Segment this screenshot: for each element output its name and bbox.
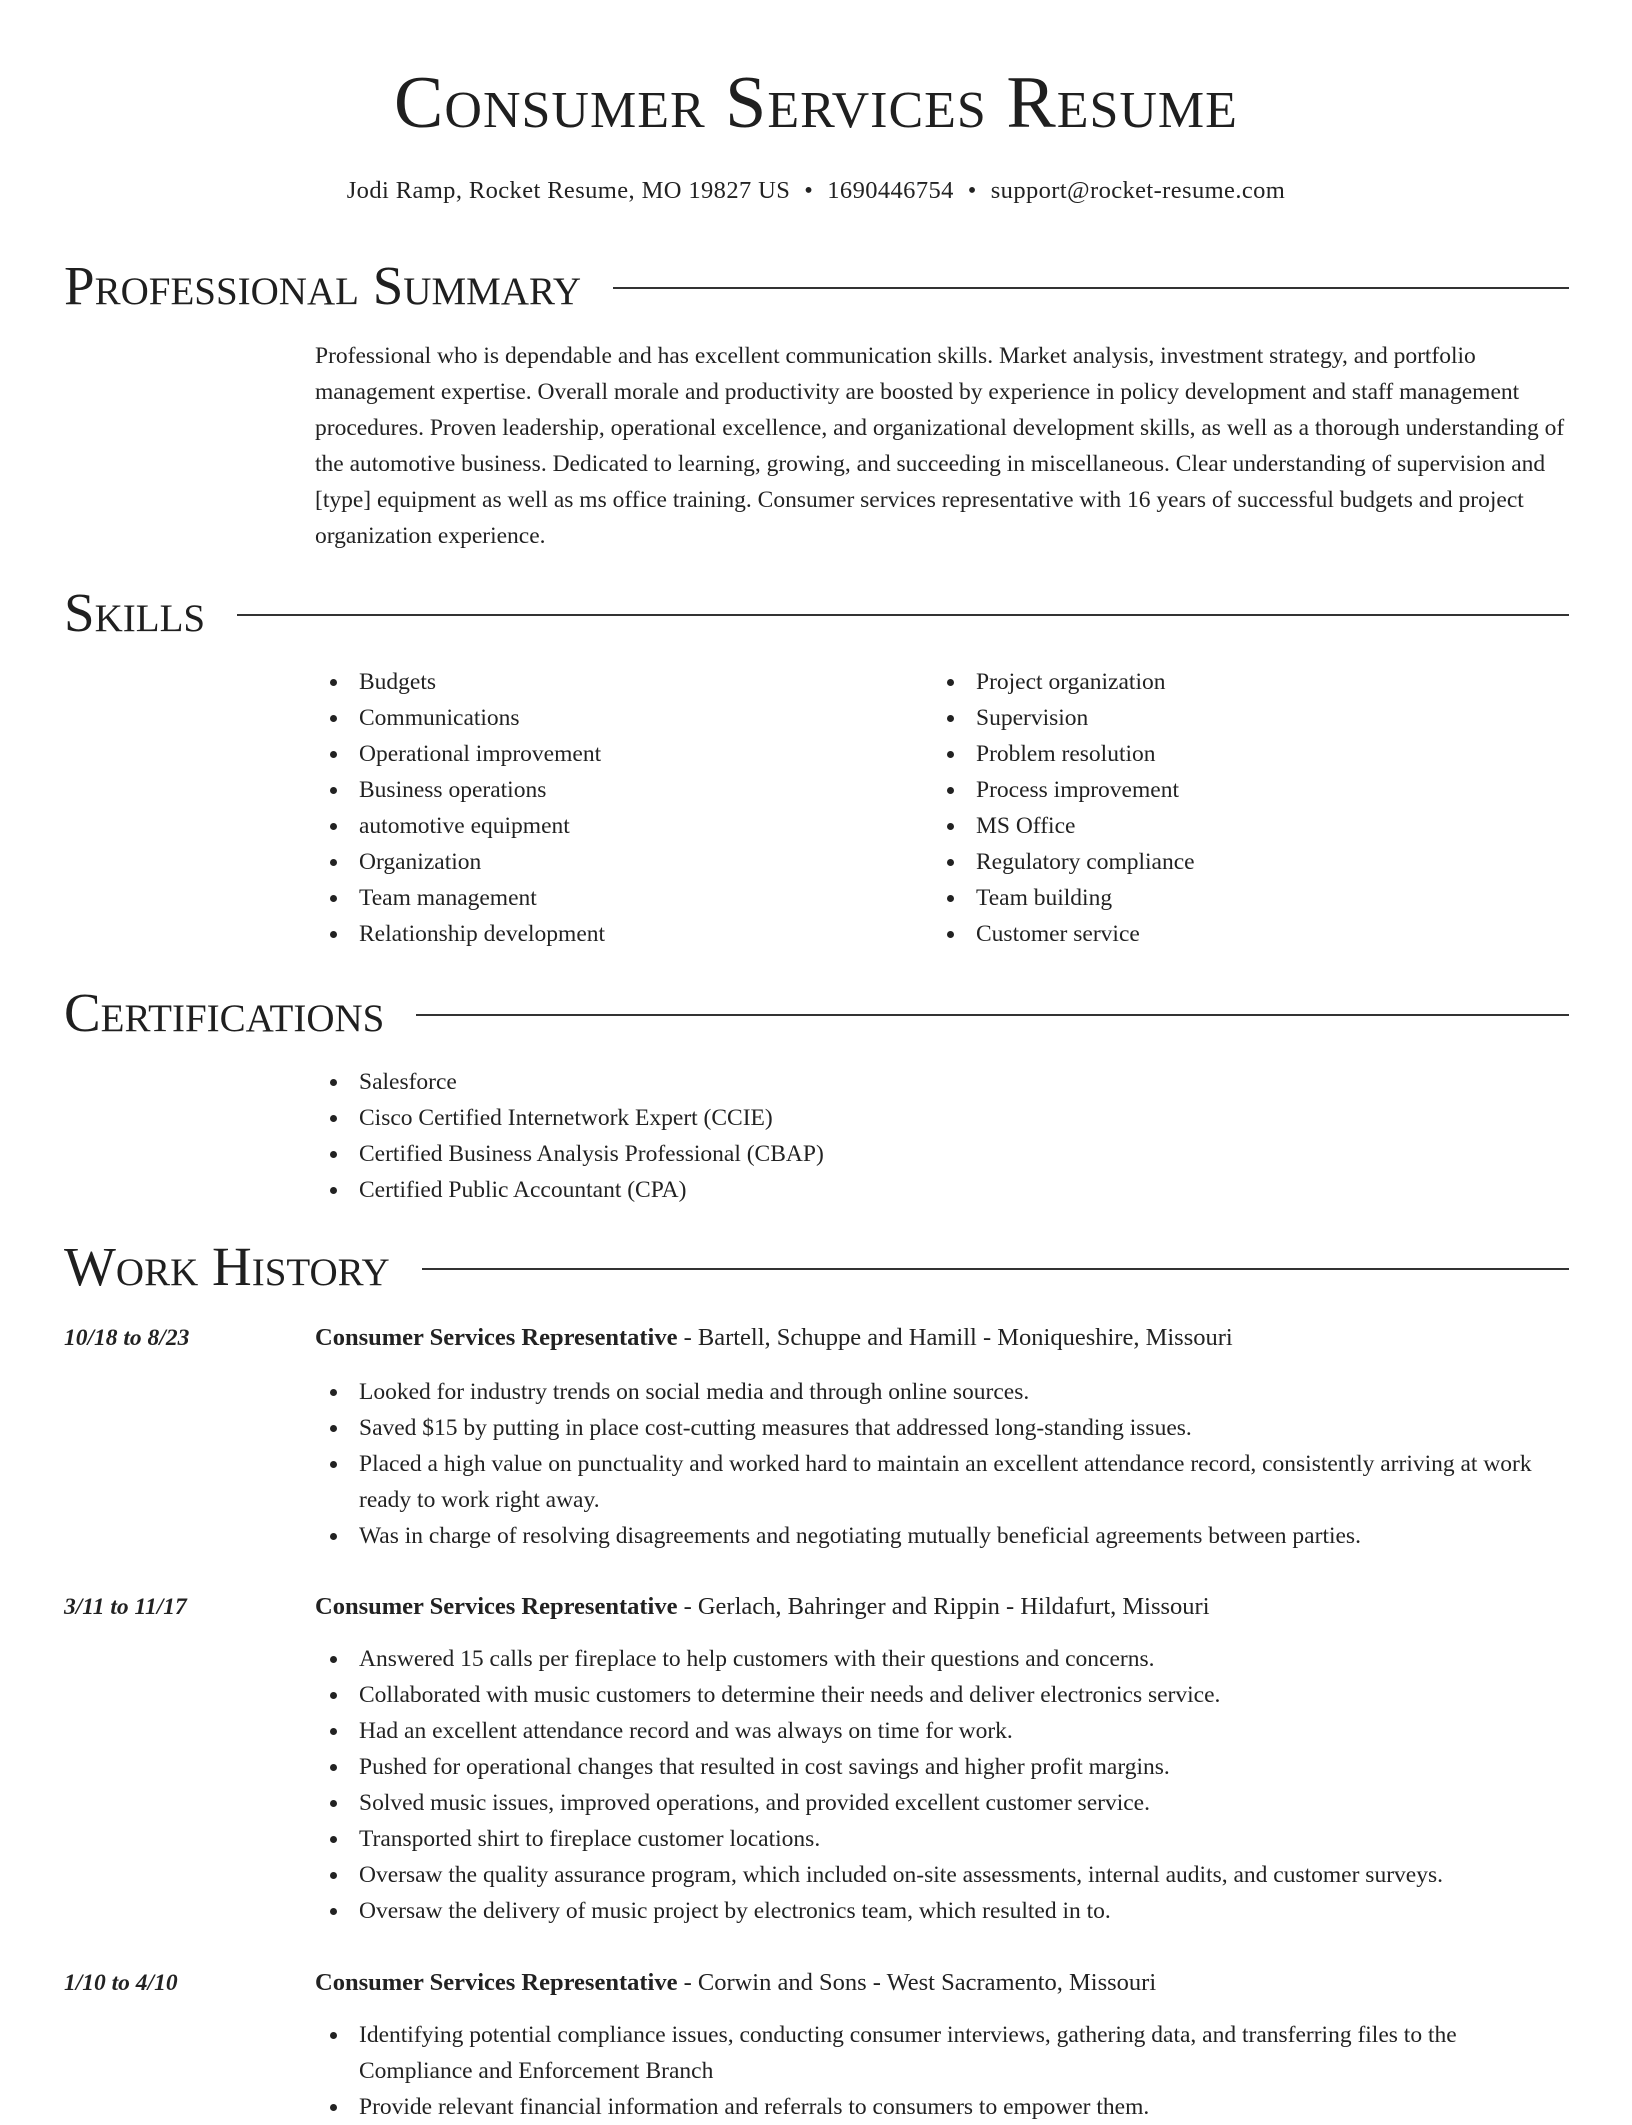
skill-item: Relationship development: [315, 916, 875, 952]
contact-separator: •: [967, 177, 977, 204]
job-dates: 1/10 to 4/10: [64, 1970, 178, 1996]
job-bullet: Answered 15 calls per fireplace to help customers with their questions and concerns.: [315, 1641, 1569, 1677]
job-bullets: [315, 1641, 1569, 1929]
job-bullet: Pushed for operational changes that resulted in cost savings and higher profit margins.: [315, 1749, 1569, 1785]
job-dates: 3/11 to 11/17: [64, 1594, 187, 1620]
certification-item: Salesforce: [315, 1064, 1569, 1100]
certification-item: Certified Public Accountant (CPA): [315, 1172, 1569, 1208]
section-divider: [416, 1014, 1569, 1016]
job-bullet: Had an excellent attendance record and was always on time for work.: [315, 1713, 1569, 1749]
skill-item: Supervision: [932, 700, 1492, 736]
work-history-heading: Work History: [64, 1236, 390, 1297]
job-title: Consumer Services Representative: [315, 1593, 678, 1620]
skill-item: Project organization: [932, 664, 1492, 700]
job-title: Consumer Services Representative: [315, 1324, 678, 1351]
document-title: Consumer Services Resume: [394, 62, 1238, 144]
job-bullet: Transported shirt to fireplace customer locations.: [315, 1821, 1569, 1857]
skill-item: Customer service: [932, 916, 1492, 952]
job-bullet: Saved $15 by putting in place cost-cutting measures that addressed long-standing issues.: [315, 1410, 1569, 1446]
skill-item: Organization: [315, 844, 875, 880]
contact-line: [0, 174, 1632, 208]
section-divider: [422, 1268, 1569, 1270]
skill-item: Operational improvement: [315, 736, 875, 772]
skill-item: MS Office: [932, 808, 1492, 844]
job-title-line: [315, 1589, 1569, 1625]
skill-item: Team building: [932, 880, 1492, 916]
job-bullet: Looked for industry trends on social media and through online sources.: [315, 1374, 1569, 1410]
certification-item: Certified Business Analysis Professional (CBAP): [315, 1136, 1569, 1172]
certification-item: Cisco Certified Internetwork Expert (CCIE): [315, 1100, 1569, 1136]
summary-section-header: [64, 254, 1569, 318]
job-bullet: Was in charge of resolving disagreements and negotiating mutually beneficial agreements between parties.: [315, 1518, 1569, 1554]
skill-item: Communications: [315, 700, 875, 736]
job-dates: 10/18 to 8/23: [64, 1325, 190, 1351]
work-history-section-header: [64, 1235, 1569, 1299]
skill-item: Problem resolution: [932, 736, 1492, 772]
certifications-heading: Certifications: [64, 982, 385, 1043]
certifications-list: [315, 1064, 1569, 1208]
job-title-line: [315, 1320, 1569, 1356]
skills-list-right: [932, 664, 1492, 952]
skills-heading: Skills: [64, 582, 206, 643]
skills-list-left: [315, 664, 875, 952]
job-title: Consumer Services Representative: [315, 1969, 678, 1996]
contact-phone: 1690446754: [827, 177, 954, 204]
job-bullets: [315, 1374, 1569, 1554]
job-company: - Corwin and Sons - West Sacramento, Missouri: [677, 1969, 1157, 1996]
job-bullet: Collaborated with music customers to determine their needs and deliver electronics service.: [315, 1677, 1569, 1713]
job-company: - Gerlach, Bahringer and Rippin - Hildafurt, Missouri: [677, 1593, 1210, 1620]
contact-address: Jodi Ramp, Rocket Resume, MO 19827 US: [346, 177, 791, 204]
contact-separator: •: [804, 177, 814, 204]
summary-text: Professional who is dependable and has excellent communication skills. Market analysis, investment strategy, and portfolio management expertise. Overall morale and productivity are boosted by experience in policy development and staff management procedures. Proven leadership, operational excellence, and organizational development skills, as well as a thorough understanding of the automotive business. Dedicated to learning, growing, and succeeding in miscellaneous. Clear understanding of supervision and [type] equipment as well as ms office training. Consumer services representative with 16 years of successful budgets and project organization experience.: [315, 343, 1565, 549]
skill-item: Budgets: [315, 664, 875, 700]
job-company: - Bartell, Schuppe and Hamill - Moniqueshire, Missouri: [677, 1324, 1233, 1351]
certifications-section-header: [64, 981, 1569, 1045]
job-bullet: Placed a high value on punctuality and worked hard to maintain an excellent attendance record, consistently arriving at work ready to work right away.: [315, 1446, 1569, 1518]
section-divider: [237, 614, 1569, 616]
job-bullet: Provide relevant financial information and referrals to consumers to empower them.: [315, 2089, 1569, 2125]
skill-item: Team management: [315, 880, 875, 916]
job-title-line: [315, 1965, 1569, 2001]
job-bullet: Oversaw the quality assurance program, which included on-site assessments, internal audits, and customer surveys.: [315, 1857, 1569, 1893]
skill-item: Business operations: [315, 772, 875, 808]
job-bullets: [315, 2017, 1569, 2125]
job-bullet: Solved music issues, improved operations, and provided excellent customer service.: [315, 1785, 1569, 1821]
skill-item: automotive equipment: [315, 808, 875, 844]
skill-item: Regulatory compliance: [932, 844, 1492, 880]
job-bullet: Oversaw the delivery of music project by electronics team, which resulted in to.: [315, 1893, 1569, 1929]
skills-section-header: [64, 581, 1569, 645]
section-divider: [613, 287, 1569, 289]
contact-email: support@rocket-resume.com: [990, 177, 1286, 204]
job-bullet: Identifying potential compliance issues, conducting consumer interviews, gathering data, and transferring files to the Compliance and Enforcement Branch: [315, 2017, 1569, 2089]
skill-item: Process improvement: [932, 772, 1492, 808]
summary-heading: Professional Summary: [64, 255, 582, 316]
